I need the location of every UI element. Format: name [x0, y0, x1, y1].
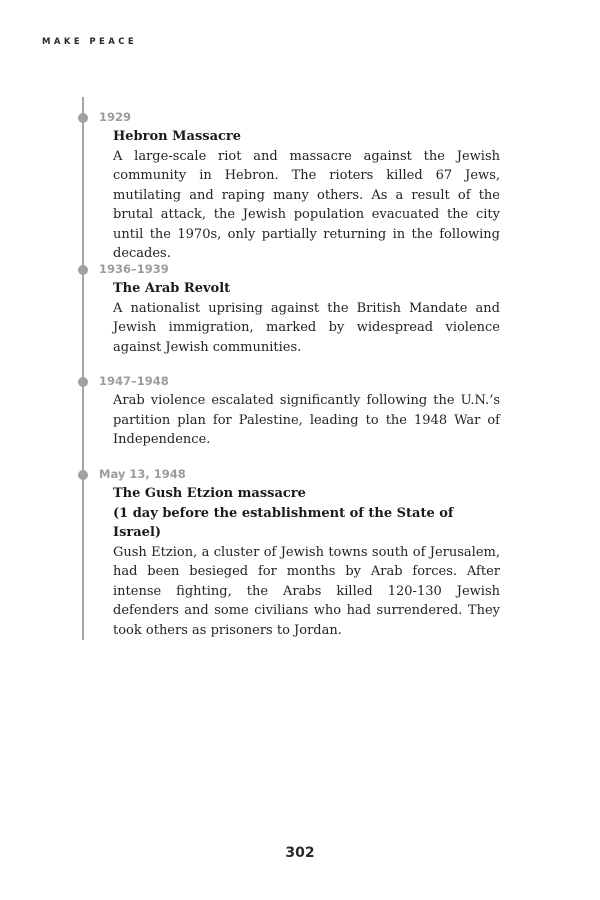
entry-date: 1929 [99, 110, 132, 124]
timeline-dot [78, 470, 88, 480]
timeline-dot [78, 113, 88, 123]
entry-date: May 13, 1948 [99, 467, 186, 481]
timeline-line [82, 97, 84, 640]
entry-body: A nationalist uprising against the British Mandate and Jewish immigration, marked by widespread violence against Jewish communities. [113, 300, 500, 355]
page-number: 302 [285, 845, 315, 861]
entry-date: 1947–1948 [99, 374, 169, 388]
entry-body: A large-scale riot and massacre against the Jewish community in Hebron. The rioters killed 67 Jews, mutilating and raping many others. As a result of the brutal attack, the Jewish population evacuated the city until the 1970s, only partially returning in the following decades. [113, 148, 500, 261]
entry-title: The Arab Revolt [113, 281, 231, 296]
entry-title: Hebron Massacre [113, 129, 242, 144]
timeline-dot [78, 265, 88, 275]
entry-title: The Gush Etzion massacre [113, 486, 306, 501]
entry-subtitle: (1 day before the establishment of the State of Israel) [113, 505, 454, 540]
entry-body: Gush Etzion, a cluster of Jewish towns south of Jerusalem, had been besieged for months by Arab forces. After intense fighting, the Arabs killed 120-130 Jewish defenders and some civilians who had surrendered. They took others as prisoners to Jordan. [113, 544, 500, 638]
timeline-dot [78, 377, 88, 387]
entry-body: Arab violence escalated significantly following the U.N.’s partition plan for Palestine, leading to the 1948 War of Independence. [113, 393, 500, 447]
running-head: MAKE PEACE [42, 37, 138, 47]
entry-date: 1936–1939 [99, 262, 169, 276]
